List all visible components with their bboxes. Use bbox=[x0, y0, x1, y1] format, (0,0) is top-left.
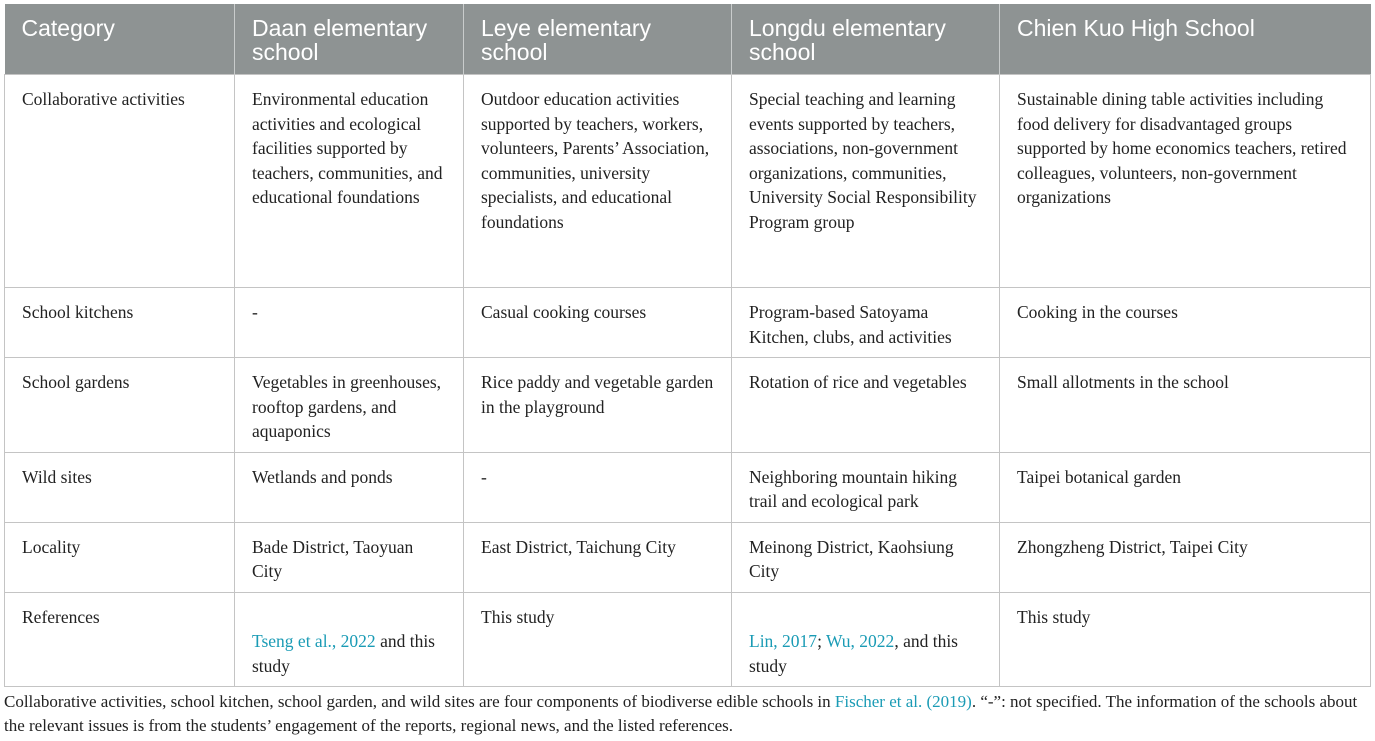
table-cell: Program-based Satoyama Kitchen, clubs, and activities bbox=[732, 288, 1000, 358]
header-longdu: Longdu elementary school bbox=[732, 4, 1000, 75]
reference-text: and this study bbox=[252, 631, 435, 676]
table-cell: Cooking in the courses bbox=[1000, 288, 1371, 358]
table-header bbox=[5, 4, 1371, 75]
table-cell: Environmental education activities and ecological facilities supported by teachers, communities, and educational foundations bbox=[235, 75, 464, 288]
schools-comparison-table bbox=[4, 4, 1370, 687]
table-row bbox=[5, 75, 1371, 288]
table-row bbox=[5, 358, 1371, 453]
table-cell: Vegetables in greenhouses, rooftop gardens, and aquaponics bbox=[235, 358, 464, 453]
table-cell: - bbox=[464, 452, 732, 522]
table-row bbox=[5, 452, 1371, 522]
footnote-text: Collaborative activities, school kitchen, school garden, and wild sites are four components of biodiverse edible schools in bbox=[4, 692, 835, 711]
table-cell: Bade District, Taoyuan City bbox=[235, 522, 464, 592]
spacer bbox=[252, 605, 447, 630]
spacer bbox=[749, 605, 983, 630]
references-longdu bbox=[732, 592, 1000, 687]
table-footnote bbox=[4, 690, 1370, 737]
reference-separator: ; bbox=[817, 631, 826, 651]
table-cell: Casual cooking courses bbox=[464, 288, 732, 358]
references-chien-kuo: This study bbox=[1000, 592, 1371, 687]
header-chien-kuo: Chien Kuo High School bbox=[1000, 4, 1371, 75]
table-cell: Wetlands and ponds bbox=[235, 452, 464, 522]
table-cell: Small allotments in the school bbox=[1000, 358, 1371, 453]
reference-text: , and this study bbox=[749, 631, 958, 676]
table-cell: Rotation of rice and vegetables bbox=[732, 358, 1000, 453]
references-daan bbox=[235, 592, 464, 687]
table-row bbox=[5, 522, 1371, 592]
reference-link-wu[interactable]: Wu, 2022 bbox=[825, 631, 895, 651]
row-category: Collaborative activities bbox=[5, 75, 235, 288]
table-cell: - bbox=[235, 288, 464, 358]
row-category: References bbox=[5, 592, 235, 687]
header-leye: Leye elementary school bbox=[464, 4, 732, 75]
table-cell: Neighboring mountain hiking trail and ecological park bbox=[732, 452, 1000, 522]
row-category: School kitchens bbox=[5, 288, 235, 358]
header-category: Category bbox=[5, 4, 235, 75]
header-daan: Daan elementary school bbox=[235, 4, 464, 75]
table-cell: East District, Taichung City bbox=[464, 522, 732, 592]
table-cell: Zhongzheng District, Taipei City bbox=[1000, 522, 1371, 592]
table-cell: Special teaching and learning events supported by teachers, associations, non-government organizations, communities, University Social Responsibility Program group bbox=[732, 75, 1000, 288]
table-cell: Rice paddy and vegetable garden in the playground bbox=[464, 358, 732, 453]
table-cell: Outdoor education activities supported by teachers, workers, volunteers, Parents’ Association, communities, university specialists, and educational foundations bbox=[464, 75, 732, 288]
row-category: Wild sites bbox=[5, 452, 235, 522]
reference-link-lin[interactable]: Lin, 2017 bbox=[749, 631, 818, 651]
reference-link-tseng[interactable]: Tseng et al., 2022 bbox=[252, 631, 376, 651]
comparison-table bbox=[4, 4, 1371, 687]
table-cell: Meinong District, Kaohsiung City bbox=[732, 522, 1000, 592]
table-row-references bbox=[5, 592, 1371, 687]
row-category: Locality bbox=[5, 522, 235, 592]
footnote-link-fischer[interactable]: Fischer et al. (2019) bbox=[834, 692, 972, 711]
header-row bbox=[5, 4, 1371, 75]
table-cell: Sustainable dining table activities including food delivery for disadvantaged groups supported by home economics teachers, retired colleagues, volunteers, non-government organizations bbox=[1000, 75, 1371, 288]
references-leye: This study bbox=[464, 592, 732, 687]
table-body bbox=[5, 75, 1371, 687]
footnote-text-rest: . “-”: not specified. The information of the schools about the relevant issues is from the students’ engagement of the reports, regional news, and the listed references. bbox=[4, 692, 1358, 735]
table-row bbox=[5, 288, 1371, 358]
row-category: School gardens bbox=[5, 358, 235, 453]
table-cell: Taipei botanical garden bbox=[1000, 452, 1371, 522]
